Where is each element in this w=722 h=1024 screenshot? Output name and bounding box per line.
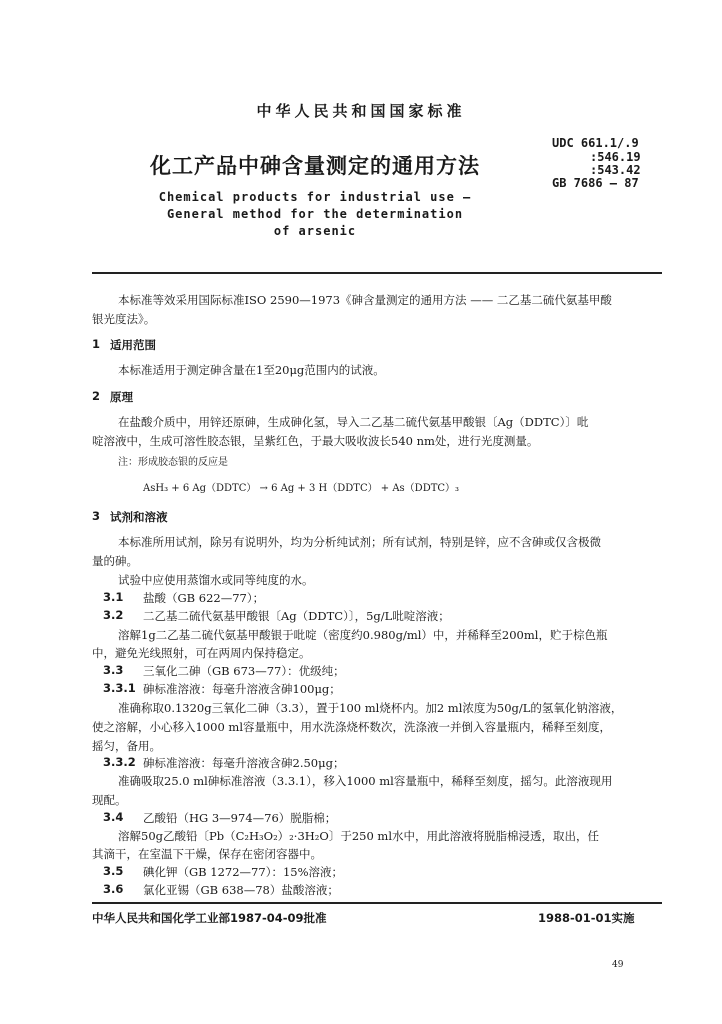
section-1-title: 适用范围 [110, 338, 156, 352]
effective-date: 1988-01-01实施 [538, 911, 635, 925]
udc-code-line2: :546.19 [590, 150, 641, 164]
reaction-equation: AsH₃ + 6 Ag（DDTC） → 6 Ag + 3 H（DDTC） + As（DDTC）₃ [143, 483, 460, 494]
header-divider [92, 272, 662, 274]
page-number: 49 [612, 960, 624, 970]
clause-3-3-text: 三氧化二砷（GB 673—77）：优级纯； [143, 664, 345, 678]
section-3-water-note: 试验中应使用蒸馏水或同等纯度的水。 [118, 573, 314, 587]
clause-3-3-2-text: 砷标准溶液：每毫升溶液含砷2.50μg； [143, 756, 345, 770]
clause-3-3-1-number: 3.3.1 [103, 681, 136, 695]
clause-3-3-2-body-cont: 现配。 [92, 793, 127, 807]
clause-3-3-2-number: 3.3.2 [103, 755, 136, 769]
approval-date: 中华人民共和国化学工业部1987-04-09批准 [92, 911, 327, 925]
footer-divider [92, 902, 662, 904]
clause-3-2-text: 二乙基二硫代氨基甲酸银〔Ag（DDTC）〕，5g/L吡啶溶液； [143, 609, 450, 623]
clause-3-1-number: 3.1 [103, 590, 124, 604]
section-2-title: 原理 [110, 390, 133, 404]
section-2-text-cont: 啶溶液中，生成可溶性胶态银，呈紫红色，于最大吸收波长540 nm处，进行光度测量。 [92, 434, 539, 448]
intro-text-cont: 银光度法》。 [92, 312, 156, 326]
section-3-number: 3 [92, 509, 101, 523]
clause-3-5-text: 碘化钾（GB 1272—77）：15%溶液； [143, 865, 344, 879]
udc-code-line3: :543.42 [590, 163, 641, 177]
clause-3-4-text: 乙酸铅（HG 3—974—76）脱脂棉； [143, 811, 337, 825]
document-title-en-line2: General method for the determination [166, 207, 464, 221]
clause-3-3-1-body: 准确称取0.1320g三氧化二砷（3.3），置于100 ml烧杯内。加2 ml浓度为50g/L的氢氧化钠溶液， [118, 701, 623, 715]
document-title-en-line3: of arsenic [273, 224, 357, 238]
section-3-text-cont: 量的砷。 [92, 554, 138, 568]
clause-3-3-number: 3.3 [103, 663, 124, 677]
clause-3-3-1-body-cont: 使之溶解，小心移入1000 ml容量瓶中，用水洗涤烧杯数次，洗涤液一并倒入容量瓶内，稀释至刻度， [92, 720, 611, 734]
section-1-text: 本标准适用于测定砷含量在1至20μg范围内的试液。 [118, 363, 385, 377]
clause-3-2-body-cont: 中，避免光线照射，可在两周内保持稳定。 [92, 646, 311, 660]
clause-3-5-number: 3.5 [103, 864, 124, 878]
document-title-cn: 化工产品中砷含量测定的通用方法 [150, 154, 480, 178]
clause-3-3-1-text: 砷标准溶液：每毫升溶液含砷100μg； [143, 682, 341, 696]
section-2-note: 注：形成胶态银的反应是 [118, 457, 228, 468]
clause-3-2-body: 溶解1g二乙基二硫代氨基甲酸银于吡啶（密度约0.980g/ml）中，并稀释至200ml，贮于棕色瓶 [118, 628, 608, 642]
clause-3-4-body: 溶解50g乙酸铅〔Pb（C₂H₃O₂）₂·3H₂O〕于250 ml水中，用此溶液将脱脂棉浸透，取出，任 [118, 829, 600, 843]
gb-code: GB 7686 — 87 [552, 176, 639, 190]
section-1-number: 1 [92, 337, 101, 351]
section-2-text: 在盐酸介质中，用锌还原砷，生成砷化氢，导入二乙基二硫代氨基甲酸银〔Ag（DDTC）〕吡 [118, 415, 589, 429]
clause-3-4-number: 3.4 [103, 810, 124, 824]
clause-3-6-number: 3.6 [103, 882, 124, 896]
clause-3-2-number: 3.2 [103, 608, 124, 622]
section-2-number: 2 [92, 389, 101, 403]
document-title-en-line1: Chemical products for industrial use — [158, 190, 472, 204]
clause-3-4-body-cont: 其滴干，在室温下干燥，保存在密闭容器中。 [92, 847, 322, 861]
clause-3-3-1-body-end: 摇匀，备用。 [92, 739, 161, 753]
clause-3-1-text: 盐酸（GB 622—77）； [143, 591, 265, 605]
intro-text: 本标准等效采用国际标准ISO 2590—1973《砷含量测定的通用方法 —— 二乙基二硫代氨基甲酸 [118, 293, 612, 307]
clause-3-6-text: 氯化亚锡（GB 638—78）盐酸溶液； [143, 883, 339, 897]
section-3-text: 本标准所用试剂，除另有说明外，均为分析纯试剂；所有试剂，特别是锌，应不含砷或仅含极微 [118, 535, 601, 549]
section-3-title: 试剂和溶液 [110, 510, 168, 524]
standard-header: 中华人民共和国国家标准 [256, 102, 466, 120]
clause-3-3-2-body: 准确吸取25.0 ml砷标准溶液（3.3.1），移入1000 ml容量瓶中，稀释至刻度，摇匀。此溶液现用 [118, 774, 613, 788]
udc-code: UDC 661.1/.9 [552, 136, 639, 150]
